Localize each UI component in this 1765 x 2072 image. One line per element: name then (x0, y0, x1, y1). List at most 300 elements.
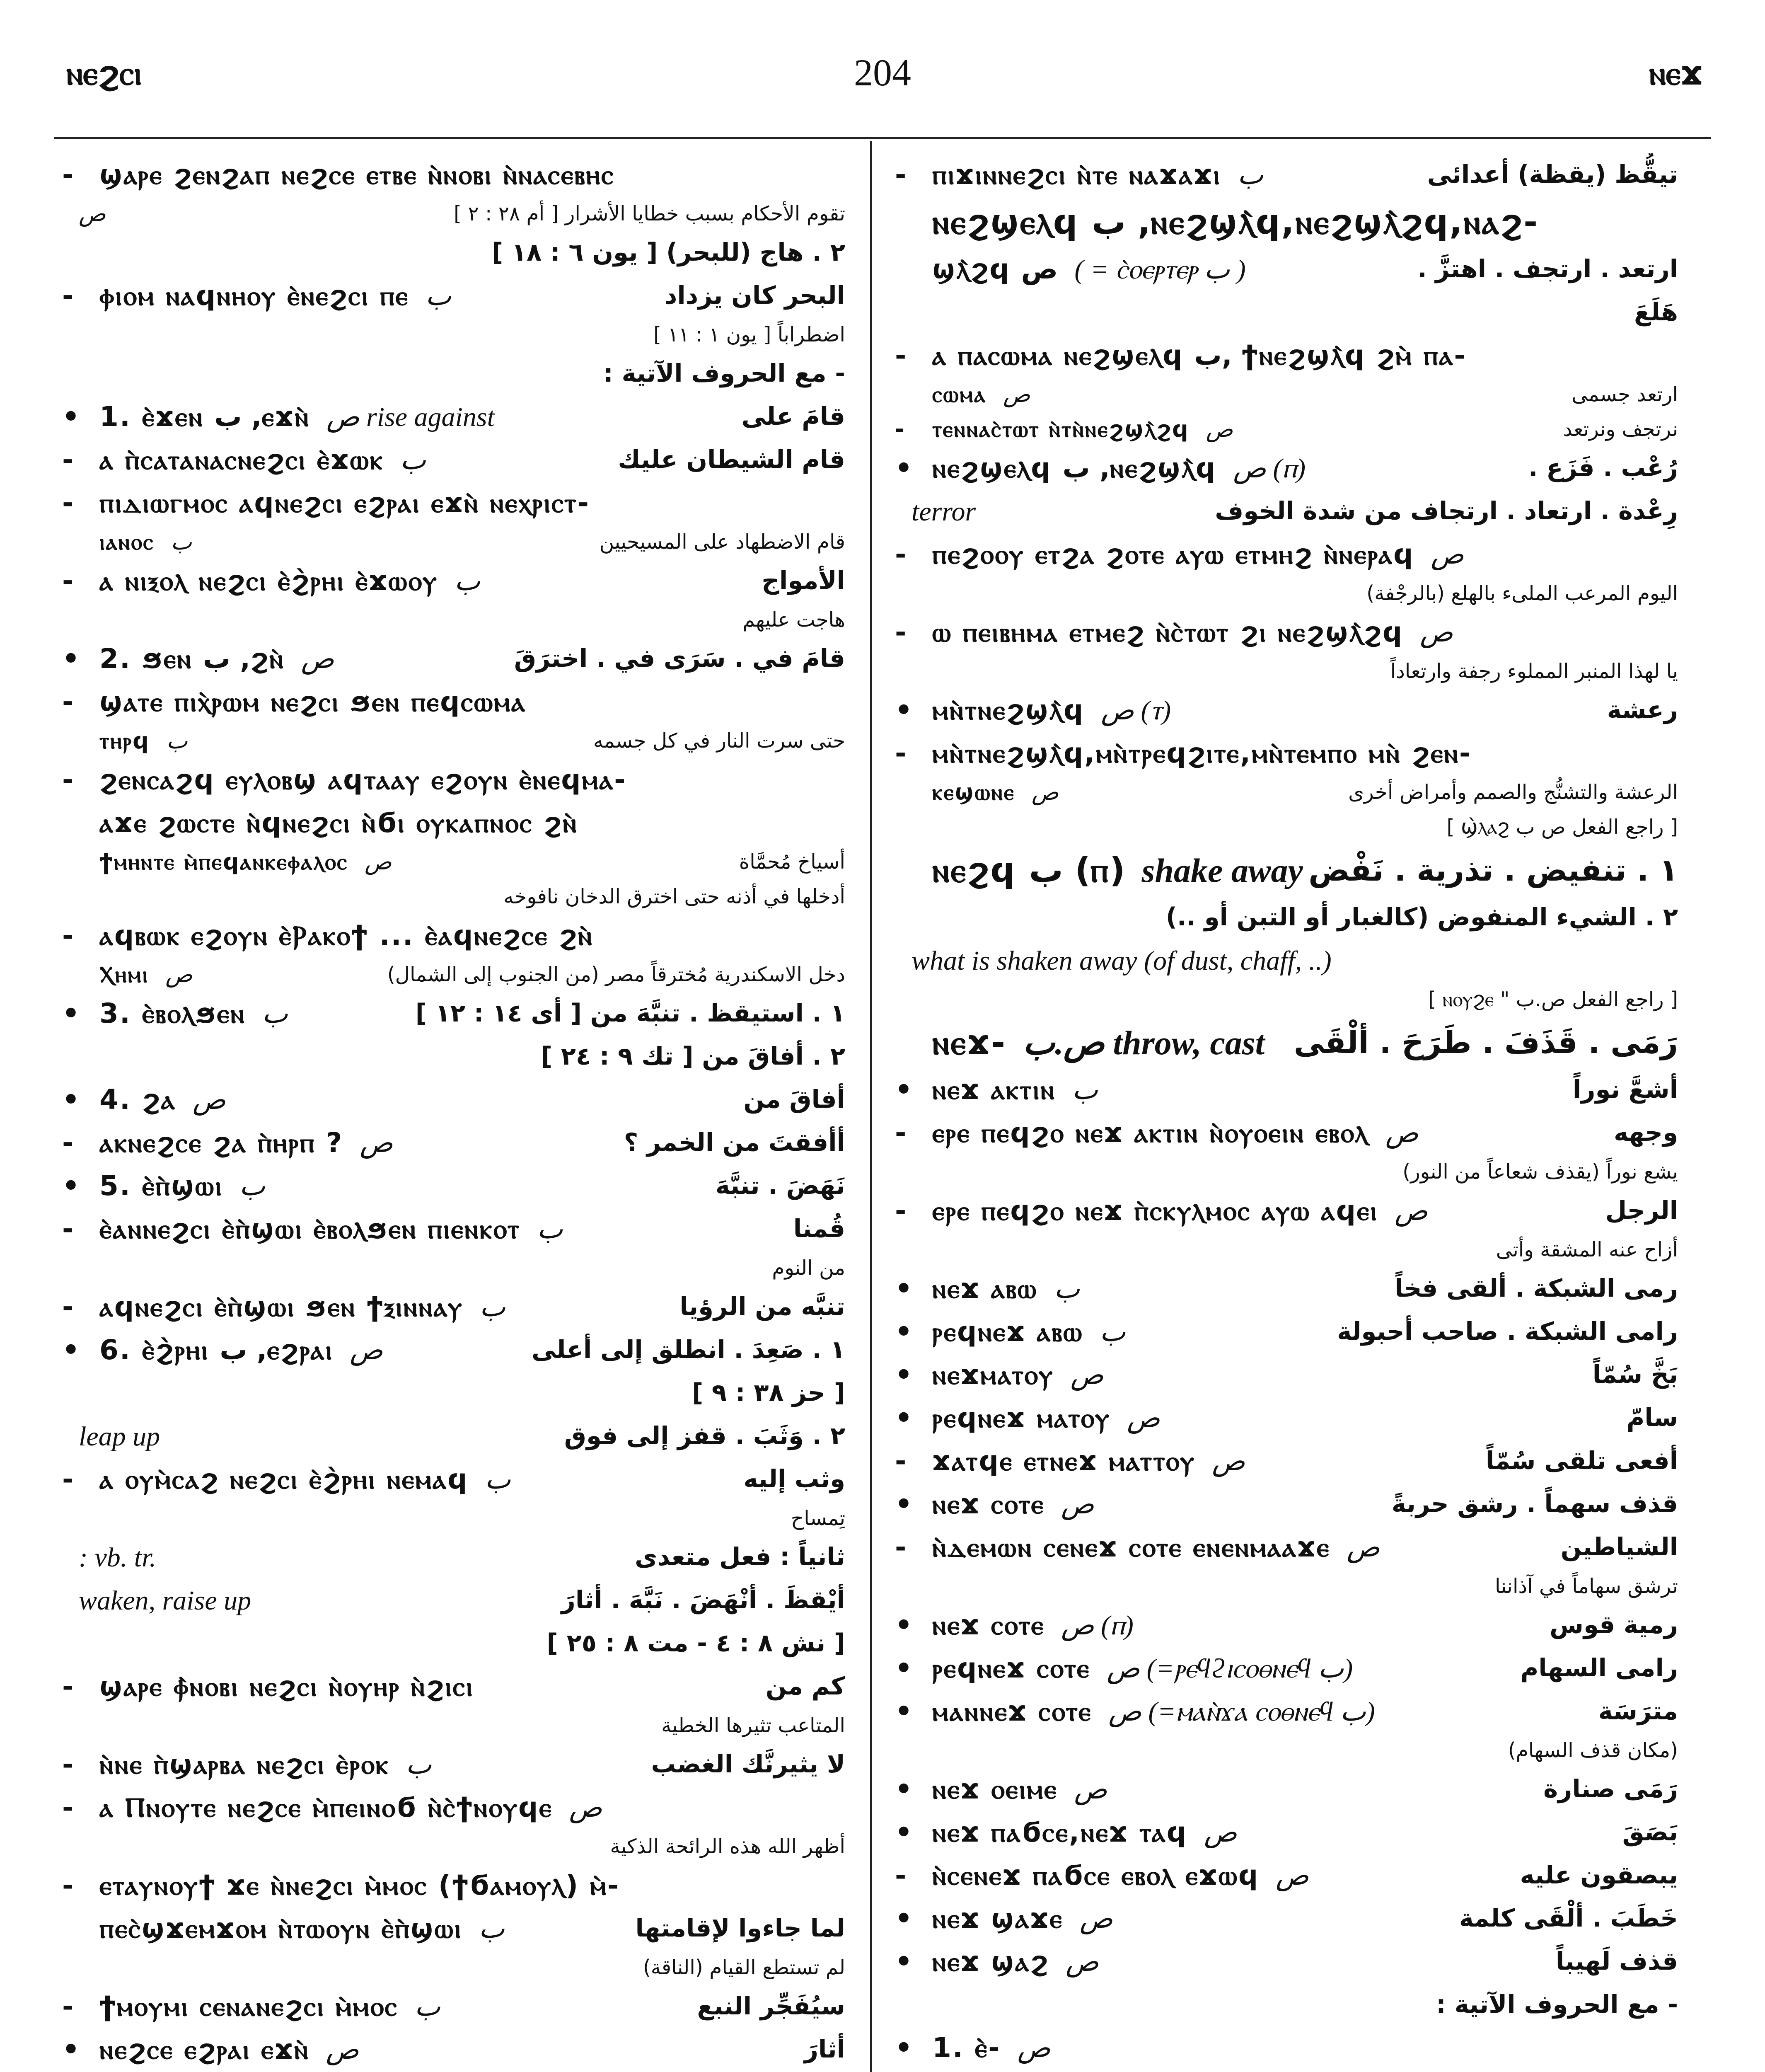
dictionary-line (62, 1329, 845, 1372)
arabic-text: ٢ . الشيء المنفوض (كالغبار أو التبن أو ..) (1165, 903, 1678, 932)
dictionary-line (895, 1353, 1678, 1397)
dictionary-line (62, 1251, 845, 1285)
dictionary-line (895, 1647, 1678, 1690)
coptic-text: ⲁ Ⲡⲛⲟⲩⲧⲉ ⲛⲉϩⲥⲉ ⲙ̀ⲡⲉⲓⲛⲟϭ ⲛ̀ⲥ̀ϯⲛⲟⲩϥⲉ (99, 1791, 553, 1823)
coptic-text: ⲧⲏⲣϥ (99, 728, 150, 754)
arabic-text: ترشق سهاماً في آذاننا (1494, 1575, 1678, 1598)
dictionary-line (895, 1189, 1678, 1232)
coptic-text: ⲥⲱⲙⲁ (932, 381, 987, 407)
entry-marker: - (62, 1670, 74, 1702)
dictionary-line (895, 1267, 1678, 1310)
coptic-text: ⲛⲉϫ ⲥⲟⲧⲉ (932, 1609, 1044, 1641)
coptic-text: ⲙⲁⲛⲛⲉϫ ⲥⲟⲧⲉ (932, 1695, 1092, 1727)
gloss-text: ب (406, 1750, 432, 1780)
dictionary-line (895, 1310, 1678, 1353)
dictionary-line (62, 1907, 845, 1950)
arabic-text: أيْقظَ . أنْهَضَ . نَبَّهَ . أثارَ (561, 1586, 845, 1615)
arabic-text: رِعْدة . ارتعاد . ارتجاف من شدة الخوف (1215, 497, 1678, 525)
arabic-text: ١ . استيقظ . تنبَّهَ من [ أى ١٤ : ١٢ ] (415, 999, 845, 1028)
coptic-text: ⲁϥⲃⲱⲕ ⲉϩⲟⲩⲛ ⲉ̀Ⲣⲁⲕⲟϯ ... ⲉ̀ⲁϥⲛⲉϩⲥⲉ ϩⲛ̀ (99, 920, 593, 951)
dictionary-line (62, 1501, 845, 1536)
dictionary-line (62, 1743, 845, 1786)
arabic-text: نرتجف ونرتعد (1563, 418, 1678, 441)
entry-marker (895, 2070, 932, 2072)
arabic-text: [ نش ٨ : ٤ - مت ٨ : ٢٥ ] (546, 1629, 845, 1658)
arabic-text: قامَ في . سَرَى في . اخترَقَ (514, 644, 845, 673)
arabic-text: ٢ . أفاقَ من [ تك ٩ : ٢٤ ] (541, 1042, 845, 1071)
coptic-text: ⲉ̀ⲁⲛⲛⲉϩⲥⲓ ⲉ̀ⲡ̀ϣⲱⲓ ⲉ̀ⲃⲟⲗϧⲉⲛ ⲡⲓⲉⲛⲕⲟⲧ (99, 1213, 521, 1245)
dictionary-line (62, 1458, 845, 1501)
gloss-text: ص (192, 1085, 226, 1115)
gloss-text: ص (ⲡ) (1061, 1610, 1134, 1641)
entry-marker: • (895, 1273, 913, 1305)
gloss-text: ص (1212, 1446, 1245, 1477)
entry-marker: • (895, 452, 913, 484)
dictionary-line (62, 1579, 845, 1622)
coptic-text: ϫⲁⲧϥⲉ ⲉⲧⲛⲉϫ ⲙⲁⲧⲧⲟⲩ (932, 1445, 1196, 1477)
dictionary-line (895, 248, 1678, 291)
gloss-text: ص (1127, 1403, 1160, 1433)
arabic-text: أأفقتَ من الخمر ؟ (624, 1128, 845, 1157)
arabic-text: من النوم (772, 1256, 845, 1280)
gloss-text: ص (1066, 1947, 1099, 1977)
right-column (895, 153, 1678, 2072)
coptic-text: ⲛ̀ⲛⲉ ⲡ̀ϣⲁⲣⲃⲁ ⲛⲉϩⲥⲓ ⲉ̀ⲣⲟⲕ (99, 1748, 389, 1780)
dictionary-line (895, 377, 1678, 412)
coptic-text: 1. ⲉ̀ϫⲉⲛ ب ,ⲉϫⲛ̀ (99, 401, 310, 433)
coptic-text: ⲡⲓϫⲓⲛⲛⲉϩⲥⲓ ⲛ̀ⲧⲉ ⲛⲁϫⲁϫⲓ (932, 159, 1221, 191)
arabic-text: [ حز ٣٨ : ٩ ] (692, 1379, 845, 1407)
coptic-text: ϯⲙⲏⲛⲧⲉ ⲙ̀ⲡⲉϥⲁⲛⲕⲉⲫⲁⲗⲟⲥ (99, 849, 348, 875)
dictionary-line (895, 1733, 1678, 1768)
dictionary-line (62, 1786, 845, 1829)
dictionary-line (62, 1536, 845, 1579)
coptic-text: ⲛⲉϫ ⲁⲃⲱ (932, 1273, 1038, 1305)
coptic-text: ⲙⲛ̀ⲧⲛⲉϩϣⲗ̀ϥ (932, 694, 1085, 726)
dictionary-line (895, 1854, 1678, 1897)
dictionary-line (895, 1111, 1678, 1155)
dictionary-line (895, 654, 1678, 689)
dictionary-line (62, 879, 845, 914)
dictionary-line (62, 2028, 845, 2071)
coptic-text: ⲫⲓⲟⲙ ⲛⲁϥⲛⲏⲟⲩ ⲉ̀ⲛⲉϩⲥⲓ ⲡⲉ (99, 280, 409, 312)
arabic-text: - مع الحروف الآتية : (603, 359, 845, 388)
dictionary-line (62, 395, 845, 438)
gloss-text: ص (569, 1793, 602, 1823)
gloss-text: ص (326, 2035, 359, 2065)
entry-marker: - (895, 159, 907, 191)
arabic-text: حتى سرت النار في كل جسمه (593, 729, 845, 753)
coptic-text: ⲛ̀ⲥⲉⲛⲉϫ ⲡⲁϭⲥⲉ ⲉⲃⲟⲗ ⲉϫⲱϥ (932, 1859, 1260, 1891)
gloss-text: ص (1420, 617, 1453, 648)
entry-marker: - (62, 1869, 74, 1901)
gloss-text: ب (239, 1171, 265, 1201)
coptic-text: ⲛ̀ⲇⲉⲙⲱⲛ ⲥⲉⲛⲉϫ ⲥⲟⲧⲉ ⲉⲛⲉⲛⲙⲁⲁϫⲉ (932, 1531, 1330, 1563)
arabic-text: ارتعد جسمى (1572, 383, 1678, 406)
arabic-text: رامى الشبكة . صاحب أحبولة (1337, 1317, 1678, 1346)
entry-marker: - (62, 920, 74, 951)
dictionary-line (62, 1864, 845, 1907)
arabic-text: رعشة (1607, 696, 1678, 724)
entry-marker: - (895, 1859, 907, 1891)
entry-marker: - (62, 1990, 74, 2022)
dictionary-line (895, 1232, 1678, 1267)
arabic-text: رمية قوس (1550, 1611, 1678, 1639)
dictionary-line (62, 317, 845, 352)
dictionary-line (62, 525, 845, 559)
coptic-text: ⲁϥⲛⲉϩⲥⲓ ⲉ̀ⲡ̀ϣⲱⲓ ϧⲉⲛ ϯⲝⲓⲛⲛⲁⲩ (99, 1291, 463, 1323)
gloss-text: ص (1276, 1861, 1309, 1891)
dictionary-line (62, 438, 845, 482)
coptic-text: ⲕⲉϣⲱⲛⲉ (932, 779, 1015, 805)
gloss-text: ب (425, 281, 452, 311)
arabic-text: قذف سهماً . رشق حربةً (1391, 1490, 1678, 1518)
arabic-text: ارتعد . ارتجف . اهتزَّ . (1417, 255, 1678, 283)
arabic-text: تنبَّه من الرؤيا (679, 1293, 845, 1321)
arabic-text: قُمنا (793, 1215, 845, 1243)
gloss-text: ص (165, 962, 193, 987)
arabic-text: رَمَى . قَذَفَ . طَرَحَ . ألْقَى (1294, 1025, 1678, 1060)
dictionary-line (895, 1940, 1678, 1983)
arabic-text: تِمساح (791, 1507, 845, 1530)
dictionary-line (895, 1440, 1678, 1483)
coptic-text: ⲛⲉϩⲥⲉ ⲉϩⲣⲁⲓ ⲉϫⲛ̀ (99, 2033, 309, 2065)
running-head-right: ⲛⲉϫ (1649, 54, 1703, 92)
gloss-text: ص (1061, 1489, 1094, 1520)
gloss-text: : vb. tr. (79, 1542, 156, 1573)
arabic-text: بَخَّ سُمّاً (1592, 1360, 1678, 1389)
dictionary-line (62, 153, 845, 196)
entry-marker: - (62, 1748, 74, 1780)
coptic-text: ϩⲉⲛⲥⲁϩϥ ⲉⲩⲗⲟⲃϣ ⲁϥⲧⲁⲁⲩ ⲉϩⲟⲩⲛ ⲉ̀ⲛⲉϥⲙⲁ- (99, 764, 627, 796)
entry-marker: • (895, 1695, 913, 1727)
entry-marker: • (895, 1488, 913, 1520)
arabic-text: [ راجع الفعل ص.ب " ⲛⲟⲩϩⲉ ] (1428, 988, 1678, 1011)
entry-marker: • (895, 694, 913, 726)
entry-marker: • (895, 1359, 913, 1391)
gloss-text: ب (1237, 160, 1264, 190)
arabic-text: البحر كان يزداد (664, 281, 845, 310)
coptic-text: ⲣⲉϥⲛⲉϫ ⲥⲟⲧⲉ (932, 1652, 1090, 1684)
dictionary-line (62, 724, 845, 758)
gloss-text: shake away (1141, 852, 1303, 889)
gloss-text: ب (454, 566, 480, 596)
arabic-text: يبصقون عليه (1520, 1861, 1678, 1890)
entry-marker: - (895, 616, 907, 648)
gloss-text: ص (1385, 1118, 1419, 1148)
coptic-text: ⲛⲉϫ ϣⲁϫⲉ (932, 1903, 1063, 1934)
entry-marker: • (895, 1816, 913, 1848)
dictionary-line (62, 758, 845, 801)
arabic-text: ٢ . وَثَبَ . قفز إلى فوق (564, 1422, 845, 1450)
arabic-text: قامَ على (741, 402, 845, 431)
coptic-text: ⲛⲉϩϣⲉⲗϥ ب ,ⲛⲉϩϣⲗ̀ϥ,ⲛⲉϩϣⲗ̀ϩϥ,ⲛⲁϩ- (932, 203, 1539, 242)
gloss-text: ص (=ⲣⲉϥϩⲓⲥⲟⲑⲛⲉϥ ب) (1107, 1653, 1353, 1684)
gloss-text: ب (1100, 1317, 1126, 1347)
dictionary-line (895, 2070, 1678, 2072)
arabic-text: أفعى تلقى سُمّاً (1485, 1447, 1678, 1475)
entry-marker: - (62, 280, 74, 312)
gloss-text: ص (ⲧ) (1101, 695, 1171, 726)
dictionary-line (62, 680, 845, 724)
entry-marker: • (895, 1773, 913, 1805)
coptic-text: ⲉⲧⲁⲩⲛⲟⲩϯ ϫⲉ ⲛ̀ⲛⲉϩⲥⲓ ⲙ̀ⲙⲟⲥ (ϯϭⲁⲙⲟⲩⲗ) ⲙ̀- (99, 1869, 620, 1901)
dictionary-line (62, 1415, 845, 1458)
entry-marker: - (62, 487, 74, 519)
entry-marker: • (895, 1652, 913, 1684)
entry-marker: - (62, 764, 74, 796)
coptic-text: Ⲭⲏⲙⲓ (99, 961, 149, 988)
entry-marker: • (895, 1074, 913, 1106)
arabic-text: [ راجع الفعل ص ب ϣ̀ⲗⲁϩ ] (1446, 816, 1678, 839)
gloss-text: ص (301, 644, 334, 674)
dictionary-line (895, 412, 1678, 447)
gloss-text: what is shaken away (of dust, chaff, ..) (912, 946, 1332, 976)
gloss-text: ص (1347, 1532, 1380, 1563)
dictionary-line (895, 2026, 1678, 2070)
dictionary-line (62, 637, 845, 680)
arabic-text: سامّ (1626, 1404, 1678, 1432)
coptic-text: 3. ⲉ̀ⲃⲟⲗϧⲉⲛ (99, 997, 246, 1029)
dictionary-line (62, 1208, 845, 1251)
entry-marker: • (895, 1402, 913, 1434)
gloss-text: ب (479, 1914, 505, 1944)
dictionary-line (895, 1811, 1678, 1854)
left-column (62, 153, 845, 2072)
dictionary-line (62, 1372, 845, 1415)
gloss-text: ب (171, 530, 192, 554)
coptic-text: ϣⲗ̀ϩϥ ص (932, 253, 1058, 285)
coptic-text: ϣⲁⲣⲉ ϩⲉⲛϩⲁⲡ ⲛⲉϩⲥⲉ ⲉⲧⲃⲉ ⲛ̀ⲛⲟⲃⲓ ⲛ̀ⲛⲁⲥⲉⲃⲏⲥ (99, 159, 615, 191)
entry-marker: - (62, 1213, 74, 1245)
coptic-text: ϣⲁⲣⲉ ⲫ̀ⲛⲟⲃⲓ ⲛⲉϩⲥⲓ ⲛ̀ⲟⲩⲏⲣ ⲛ̀ϩⲓⲥⲓ (99, 1670, 474, 1702)
arabic-text: الرجل (1605, 1196, 1678, 1225)
coptic-text: ⲛⲉϫ ⲟⲉⲓⲙⲉ (932, 1773, 1058, 1805)
dictionary-line (62, 1622, 845, 1665)
arabic-text: الرعشة والتشنُّج والصمم وأمراض أخرى (1348, 781, 1678, 804)
gloss-text (1410, 2070, 1443, 2072)
gloss-text: ص (365, 850, 392, 874)
coptic-text: ⲛⲉϫ- (932, 1023, 1007, 1063)
arabic-text: نَهَضَ . تنبَّهَ (715, 1172, 845, 1200)
gloss-text: waken, raise up (79, 1585, 251, 1616)
dictionary-line (895, 1690, 1678, 1733)
dictionary-line (62, 1285, 845, 1329)
arabic-text: أدخلها في أذنه حتى اخترق الدخان نافوخه (503, 885, 845, 908)
coptic-text: 6. ⲉ̀ϩ̀ⲣⲏⲓ ب ,ⲉϩⲣⲁⲓ (99, 1334, 334, 1366)
entry-marker: - (62, 565, 74, 597)
entry-marker: - (62, 1463, 74, 1495)
dictionary-line (895, 1397, 1678, 1440)
coptic-text: ⲁⲕⲛⲉϩⲥⲉ ϩⲁ ⲡ̀ⲏⲣⲡ ? (99, 1127, 343, 1159)
coptic-text: ⲛⲉϫ ⲥⲟⲧⲉ (932, 1488, 1044, 1520)
arabic-text: ٢ . هاج (للبحر) [ يون ٦ : ١٨ ] (491, 238, 845, 267)
gloss-text: ب (1072, 1075, 1098, 1105)
arabic-text: رُعْب . فَزَع . (1528, 454, 1678, 482)
arabic-text: المتاعب تثيرها الخطية (661, 1714, 845, 1737)
gloss-text: ( = ⲥ̀ⲟⲉⲣⲧⲉⲣ ب ) (1074, 254, 1246, 285)
entry-marker: - (62, 686, 74, 718)
gloss-text: ب (537, 1214, 563, 1244)
entry-marker: - (62, 159, 74, 191)
arabic-text: تقوم الأحكام بسبب خطايا الأشرار [ أم ٢٨ : ٢ ] (454, 202, 845, 225)
coptic-text: ⲁϫⲉ ϩⲱⲥⲧⲉ ⲛ̀ϥⲛⲉϩⲥⲓ ⲛ̀ϭⲓ ⲟⲩⲕⲁⲡⲛⲟⲥ ϩⲛ̀ (99, 807, 578, 839)
arabic-text: لم تستطع القيام (الناقة) (643, 1956, 845, 1979)
arabic-text: أشعَّ نوراً (1572, 1075, 1678, 1104)
arabic-text: يا لهذا المنبر المملوء رجفة وارتعاداً (1390, 660, 1678, 683)
entry-marker: • (62, 2033, 80, 2065)
dictionary-line (895, 1604, 1678, 1647)
arabic-text: اليوم المرعب الملىء بالهلع (بالرجْفة) (1366, 582, 1678, 605)
coptic-text: ⲉⲣⲉ ⲡⲉϥϩⲟ ⲛⲉϫ ⲁⲕⲧⲓⲛ ⲛ̀ⲟⲩⲟⲉⲓⲛ ⲉⲃⲟⲗ (932, 1117, 1369, 1149)
arabic-text: هَلَعَ (1634, 298, 1678, 327)
entry-marker: • (895, 1903, 913, 1934)
coptic-text: ⲡⲉϩⲟⲟⲩ ⲉⲧϩⲁ ϩⲟⲧⲉ ⲁⲩⲱ ⲉⲧⲙⲏϩ ⲛ̀ⲛⲉⲣⲁϥ (932, 538, 1414, 570)
dictionary-line (895, 490, 1678, 533)
dictionary-line (62, 482, 845, 525)
gloss-text: ب (414, 1992, 440, 2022)
dictionary-line (895, 775, 1678, 810)
gloss-text: leap up (79, 1421, 160, 1452)
arabic-text: رامى السهام (1520, 1654, 1678, 1682)
dictionary-line (895, 447, 1678, 490)
coptic-text: ⲛⲉϫⲙⲁⲧⲟⲩ (932, 1359, 1054, 1391)
coptic-text: ⲱ ⲡⲉⲓⲃⲏⲙⲁ ⲉⲧⲙⲉϩ ⲛ̀ⲥ̀ⲧⲱⲧ ϩⲓ ⲛⲉϩϣⲗ̀ϩϥ (932, 616, 1404, 648)
coptic-text: ϣⲁⲧⲉ ⲡⲓⲭ̀ⲣⲱⲙ ⲛⲉϩⲥⲓ ϧⲉⲛ ⲡⲉϥⲥⲱⲙⲁ (99, 686, 526, 718)
gloss-text: ص (1204, 1818, 1237, 1848)
dictionary-line (895, 334, 1678, 377)
arabic-text: اضطراباً [ يون ١ : ١١ ] (653, 323, 845, 346)
entry-marker: - (62, 1791, 74, 1823)
entry-marker: • (62, 401, 80, 433)
coptic-text: ⲛⲉϫ ϣⲁϩ (932, 1946, 1049, 1978)
gloss-text: ب (479, 1292, 505, 1322)
gloss-text: ب (400, 445, 426, 475)
arabic-text: سيُفَجِّر النبع (697, 1992, 845, 2021)
gloss-text: ص (1003, 382, 1030, 407)
dictionary-line (62, 1708, 845, 1743)
dictionary-line (62, 1164, 845, 1208)
coptic-text: 4. ϩⲁ (99, 1084, 176, 1116)
dictionary-line (895, 1155, 1678, 1189)
arabic-text: قذف لَهيباً (1555, 1947, 1678, 1976)
entry-marker: • (895, 1946, 913, 1978)
arabic-text: وجهه (1614, 1118, 1678, 1147)
dictionary-line (895, 810, 1678, 845)
entry-marker: • (895, 1316, 913, 1348)
arabic-text: أثارَ (804, 2035, 845, 2064)
dictionary-line (895, 1068, 1678, 1111)
arabic-text: خَطَبَ . ألْقَى كلمة (1459, 1904, 1678, 1933)
gloss-text: ص (1431, 540, 1464, 570)
coptic-text: ⲡⲉⲥ̀ϣϫⲉⲙϫⲟⲙ ⲛ̀ⲧⲱⲟⲩⲛ ⲉ̀ⲡ̀ϣⲱⲓ (99, 1912, 462, 1944)
dictionary-line (62, 274, 845, 317)
entry-marker: • (62, 1334, 80, 1366)
arabic-text: أظهر الله هذه الرائحة الذكية (610, 1835, 845, 1858)
gloss-text: ص (1017, 2033, 1051, 2063)
dictionary-line (895, 1483, 1678, 1526)
dictionary-line (895, 845, 1678, 896)
arabic-text: كم من (765, 1672, 845, 1701)
gloss-text: ص (ⲡ) (1233, 453, 1306, 484)
coptic-text: ⲡⲓⲇⲓⲱⲅⲙⲟⲥ ⲁϥⲛⲉϩⲥⲓ ⲉϩⲣⲁⲓ ⲉϫⲛ̀ ⲛⲉⲭⲣⲓⲥⲧ- (99, 487, 590, 519)
coptic-text: ⲣⲉϥⲛⲉϫ ⲙⲁⲧⲟⲩ (932, 1402, 1110, 1434)
dictionary-line (895, 533, 1678, 576)
dictionary-line (62, 957, 845, 992)
dictionary-line (62, 914, 845, 957)
arabic-text: ثانياً : فعل متعدى (635, 1543, 845, 1571)
arabic-text: ١ . صَعِدَ . انطلق إلى أعلى (532, 1336, 845, 1364)
arabic-text: ١ . تنفيض . تذرية . نَفْض (1308, 852, 1678, 888)
dictionary-line (62, 352, 845, 395)
gloss-text: ب (166, 729, 188, 753)
dictionary-line (895, 1569, 1678, 1604)
dictionary-line (895, 896, 1678, 939)
page-number: 204 (854, 51, 911, 94)
arabic-text: أسياخ مُحمَّاة (739, 850, 845, 874)
gloss-text: ص rise against (326, 402, 495, 432)
arabic-text: يشع نوراً (يقذف شعاعاً من النور) (1402, 1160, 1678, 1184)
dictionary-line (62, 1035, 845, 1078)
gloss-text: ص (=ⲙⲁⲛ̀ϫⲁ ⲥⲟⲑⲛⲉϥ ب) (1108, 1697, 1375, 1727)
dictionary-line (895, 939, 1678, 982)
dictionary-line (895, 576, 1678, 611)
gloss-text: ص (360, 1128, 393, 1158)
dictionary-line (62, 1950, 845, 1985)
coptic-text: ⲛⲉϫ ⲁⲕⲧⲓⲛ (932, 1074, 1056, 1106)
dictionary-line (895, 196, 1678, 248)
coptic-text: ⲣⲉϥⲛⲉϫ ⲁⲃⲱ (932, 1316, 1083, 1348)
entry-marker: - (895, 1195, 907, 1227)
arabic-text: وثب إليه (743, 1465, 845, 1493)
coptic-text: 2. ϧⲉⲛ ب ,ϩⲛ̀ (99, 643, 285, 675)
entry-marker: - (62, 1291, 74, 1323)
coptic-text: ϯⲙⲟⲩⲙⲓ ⲥⲉⲛⲁⲛⲉϩⲥⲓ ⲙ̀ⲙⲟⲥ (99, 1990, 398, 2022)
entry-marker: - (895, 1445, 907, 1477)
arabic-text: رمى الشبكة . ألقى فخاً (1395, 1274, 1678, 1303)
arabic-text: دخل الاسكندرية مُخترقاً مصر (من الجنوب إلى الشمال) (387, 963, 845, 986)
entry-marker: - (895, 339, 907, 371)
dictionary-line (895, 611, 1678, 654)
gloss-text: ص (1074, 1774, 1107, 1805)
dictionary-line (62, 1078, 845, 1121)
gloss-text: terror (912, 496, 976, 527)
entry-marker: • (895, 1609, 913, 1641)
coptic-text: ⲓⲁⲛⲟⲥ (99, 529, 155, 555)
arabic-text: - مع الحروف الآتية : (1436, 1990, 1678, 2019)
arabic-text: بَصَقَ (1622, 1818, 1678, 1847)
dictionary-line (62, 845, 845, 879)
coptic-text: 5. ⲉ̀ⲡ̀ϣⲱⲓ (99, 1170, 223, 1202)
dictionary-line (62, 231, 845, 274)
coptic-text: ⲙⲛ̀ⲧⲛⲉϩϣⲗ̀ϥ,ⲙⲛ̀ⲧⲣⲉϥϩⲓⲧⲉ,ⲙⲛ̀ⲧⲉⲙⲡⲟ ⲙⲛ̀ ϩⲉⲛ- (932, 737, 1472, 769)
arabic-text: الشياطين (1560, 1533, 1678, 1561)
entry-marker: - (62, 1127, 74, 1159)
coptic-text: ⲉⲣⲉ ⲡⲉϥϩⲟ ⲛⲉϫ ⲡ̀ⲥⲕⲩⲗⲙⲟⲥ ⲁⲩⲱ ⲁϥⲉⲓ (932, 1195, 1378, 1227)
entry-marker: - (895, 538, 907, 570)
arabic-text: قام الشيطان عليك (618, 445, 845, 474)
coptic-text: ⲛⲉϩϣⲉⲗϥ ب ,ⲛⲉϩϣⲗ̀ϥ (932, 452, 1217, 484)
arabic-text: أزاح عنه المشقة وأتى (1496, 1238, 1678, 1261)
arabic-text: رَمَى صنارة (1543, 1775, 1678, 1803)
entry-marker: - (62, 444, 74, 476)
column-divider (870, 141, 872, 2072)
running-head-left: ⲛⲉϩⲥⲓ (66, 54, 142, 92)
dictionary-line (895, 732, 1678, 775)
dictionary-line (62, 1985, 845, 2028)
entry-marker: • (62, 1170, 80, 1202)
dictionary-line (895, 291, 1678, 334)
